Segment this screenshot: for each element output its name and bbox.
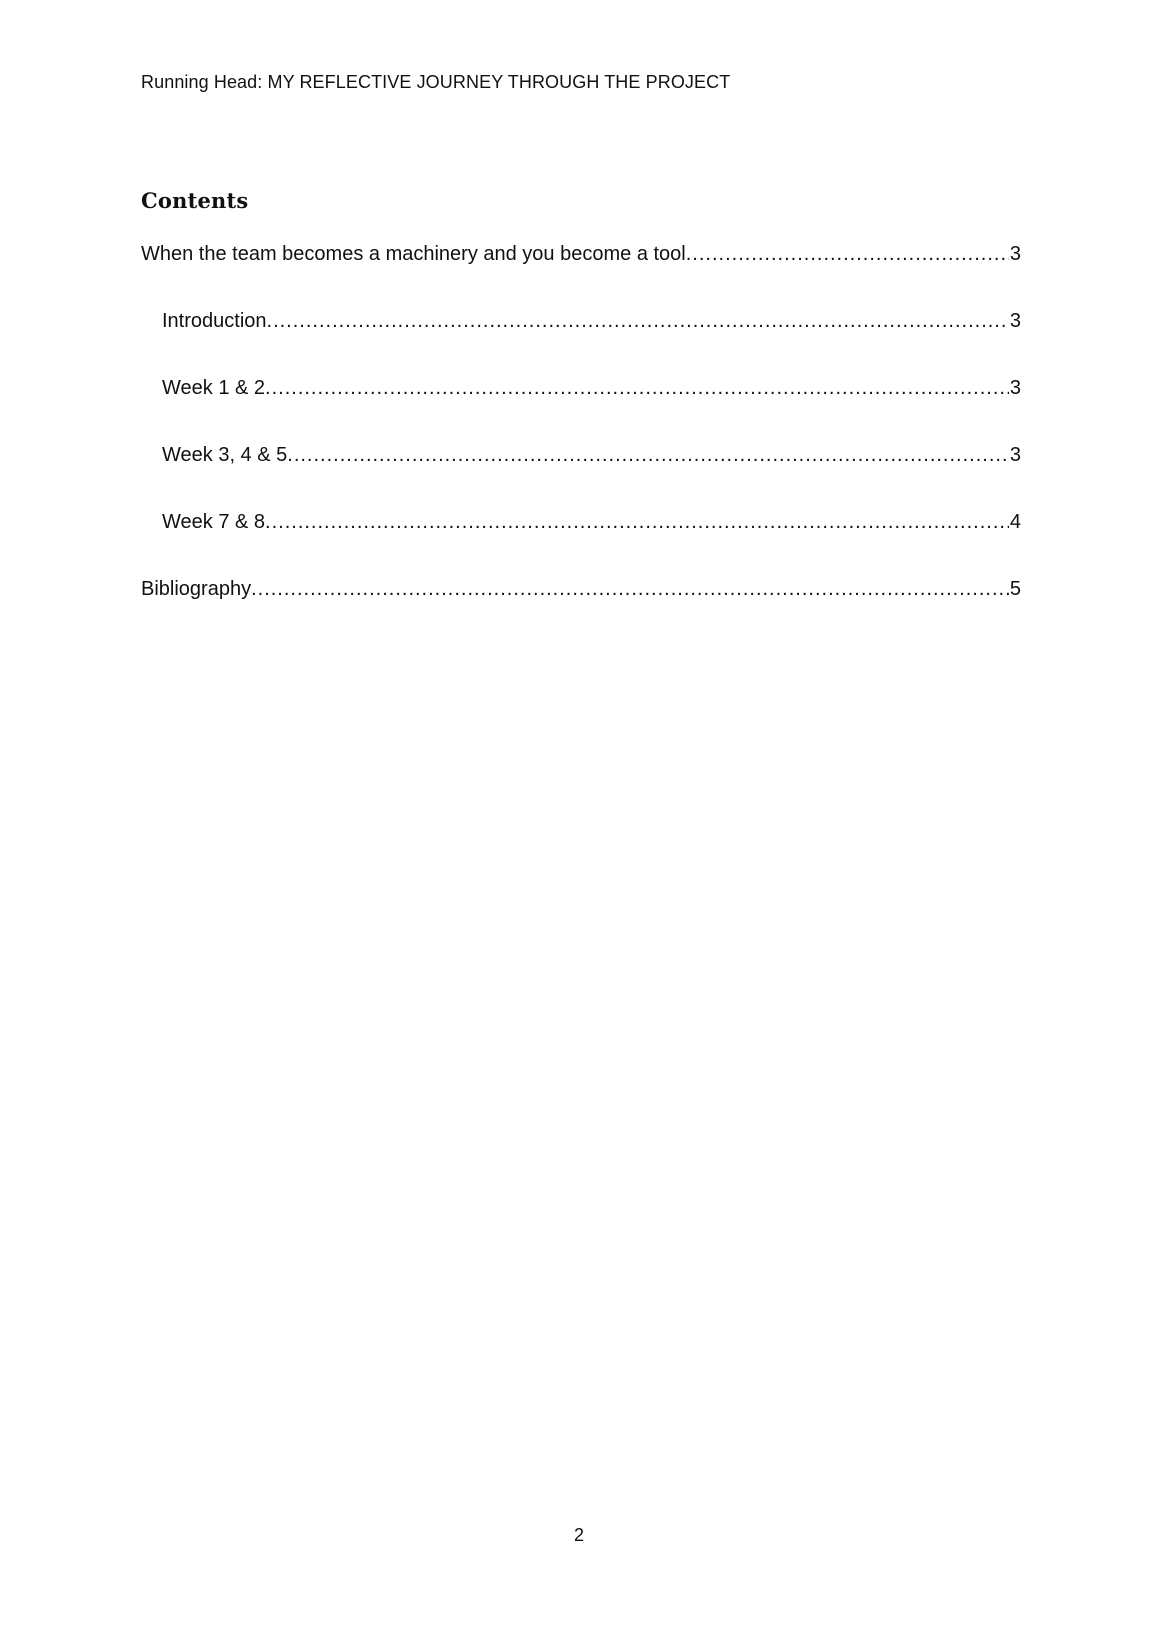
toc-dot-leader [686,242,1009,266]
toc-entry[interactable] [141,443,1021,510]
toc-entry[interactable] [141,309,1021,376]
toc-dot-leader [267,309,1009,333]
page-number: 2 [573,1525,584,1545]
toc-entry-text: Week 1 & 2 [162,377,266,399]
toc-entry-page: 4 [1009,511,1021,533]
toc-entry-page: 3 [1009,243,1021,265]
toc-entry-page: 3 [1009,377,1021,399]
toc-dot-leader [265,510,1009,534]
toc-entry-page: 3 [1009,444,1021,466]
toc-entry[interactable] [141,376,1021,443]
table-of-contents [141,242,1021,644]
toc-entry-page: 3 [1009,310,1021,332]
running-head: Running Head: MY REFLECTIVE JOURNEY THROUGH THE PROJECT [141,72,731,92]
toc-entry-text: Introduction [162,310,267,332]
toc-entry-text: Week 7 & 8 [162,511,266,533]
toc-entry-text: When the team becomes a machinery and you become a tool [141,243,686,265]
toc-entry-text: Week 3, 4 & 5 [162,444,288,466]
toc-dot-leader [251,577,1009,601]
toc-entry-page: 5 [1009,578,1021,600]
toc-entry[interactable] [141,510,1021,577]
toc-entry[interactable] [141,242,1021,309]
toc-dot-leader [265,376,1009,400]
toc-dot-leader [287,443,1009,467]
toc-entry[interactable] [141,577,1021,644]
toc-title: Contents [141,188,249,213]
toc-entry-text: Bibliography [141,578,252,600]
